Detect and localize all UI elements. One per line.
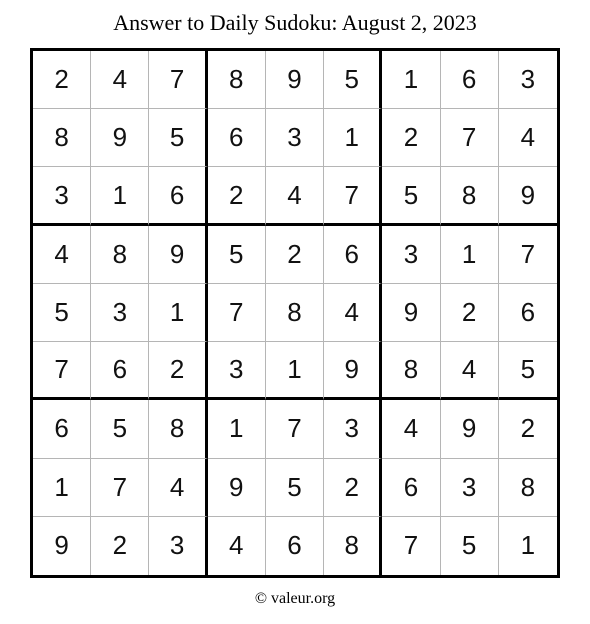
sudoku-cell: 8 [266,284,324,342]
sudoku-cell: 1 [520,530,536,561]
sudoku-cell: 3 [91,284,149,342]
sudoku-cell: 7 [149,51,207,109]
sudoku-cell: 5 [324,51,382,109]
sudoku-cell: 5 [441,517,499,575]
sudoku-cell: 9 [324,342,382,400]
sudoku-cell: 2 [499,400,557,458]
sudoku-cell: 3 [266,109,324,167]
sudoku-cell: 4 [441,342,499,400]
sudoku-cell: 8 [208,51,266,109]
sudoku-cell: 6 [33,400,91,458]
sudoku-cell: 5 [208,226,266,284]
sudoku-cell: 7 [382,517,440,575]
sudoku-cell: 4 [149,459,207,517]
sudoku-cell: 1 [149,284,207,342]
sudoku-cell: 5 [33,284,91,342]
sudoku-cell: 7 [33,342,91,400]
sudoku-cell: 4 [33,226,91,284]
sudoku-cell: 3 [382,226,440,284]
page-title: Answer to Daily Sudoku: August 2, 2023 [113,10,477,35]
sudoku-cell: 5 [499,342,557,400]
sudoku-cell: 1 [91,167,149,225]
sudoku-cell: 5 [266,459,324,517]
sudoku-cell: 9 [499,167,557,225]
sudoku-cell: 2 [33,51,91,109]
sudoku-cell: 6 [208,109,266,167]
sudoku-cell: 6 [441,51,499,109]
sudoku-cell: 2 [266,226,324,284]
sudoku-cell: 2 [441,284,499,342]
sudoku-cell: 6 [324,226,382,284]
sudoku-cell: 4 [382,400,440,458]
sudoku-cell: 1 [33,459,91,517]
sudoku-cell: 1 [382,51,440,109]
sudoku-cell: 6 [266,517,324,575]
sudoku-cell: 7 [266,400,324,458]
sudoku-cell: 8 [149,400,207,458]
sudoku-cell: 8 [441,167,499,225]
sudoku-cell: 1 [324,109,382,167]
sudoku-cell: 2 [208,167,266,225]
sudoku-cell: 3 [324,400,382,458]
sudoku-cell: 8 [33,109,91,167]
sudoku-cell: 6 [499,284,557,342]
sudoku-grid [30,48,560,578]
sudoku-cell: 2 [149,342,207,400]
sudoku-cell: 9 [33,517,91,575]
sudoku-cell: 2 [324,459,382,517]
sudoku-cell: 1 [208,400,266,458]
sudoku-cell: 9 [149,226,207,284]
sudoku-cell: 1 [441,226,499,284]
sudoku-cell: 7 [441,109,499,167]
sudoku-cell: 4 [499,109,557,167]
sudoku-cell: 3 [208,342,266,400]
sudoku-cell: 4 [208,517,266,575]
sudoku-cell: 9 [441,400,499,458]
sudoku-cell: 3 [33,167,91,225]
sudoku-cell: 5 [149,109,207,167]
sudoku-cell: 4 [91,51,149,109]
sudoku-cell: 1 [266,342,324,400]
sudoku-cell: 8 [324,517,382,575]
sudoku-cell: 9 [208,459,266,517]
sudoku-cell: 8 [91,226,149,284]
sudoku-cell: 2 [382,109,440,167]
sudoku-cell: 6 [91,342,149,400]
sudoku-cell: 8 [499,459,557,517]
sudoku-cell: 9 [382,284,440,342]
sudoku-cell: 8 [382,342,440,400]
copyright-footer: © valeur.org [254,590,336,607]
sudoku-cell: 5 [91,400,149,458]
sudoku-cell: 3 [499,51,557,109]
sudoku-cell: 9 [91,109,149,167]
sudoku-cell: 3 [441,459,499,517]
sudoku-cell: 7 [91,459,149,517]
sudoku-cell: 6 [149,167,207,225]
sudoku-cell: 7 [499,226,557,284]
sudoku-cell: 5 [382,167,440,225]
sudoku-cell: 4 [324,284,382,342]
sudoku-cell: 7 [324,167,382,225]
sudoku-cell: 9 [266,51,324,109]
sudoku-cell: 3 [149,517,207,575]
sudoku-cell: 6 [382,459,440,517]
sudoku-cell: 4 [266,167,324,225]
sudoku-cell: 2 [91,517,149,575]
sudoku-cell: 7 [208,284,266,342]
